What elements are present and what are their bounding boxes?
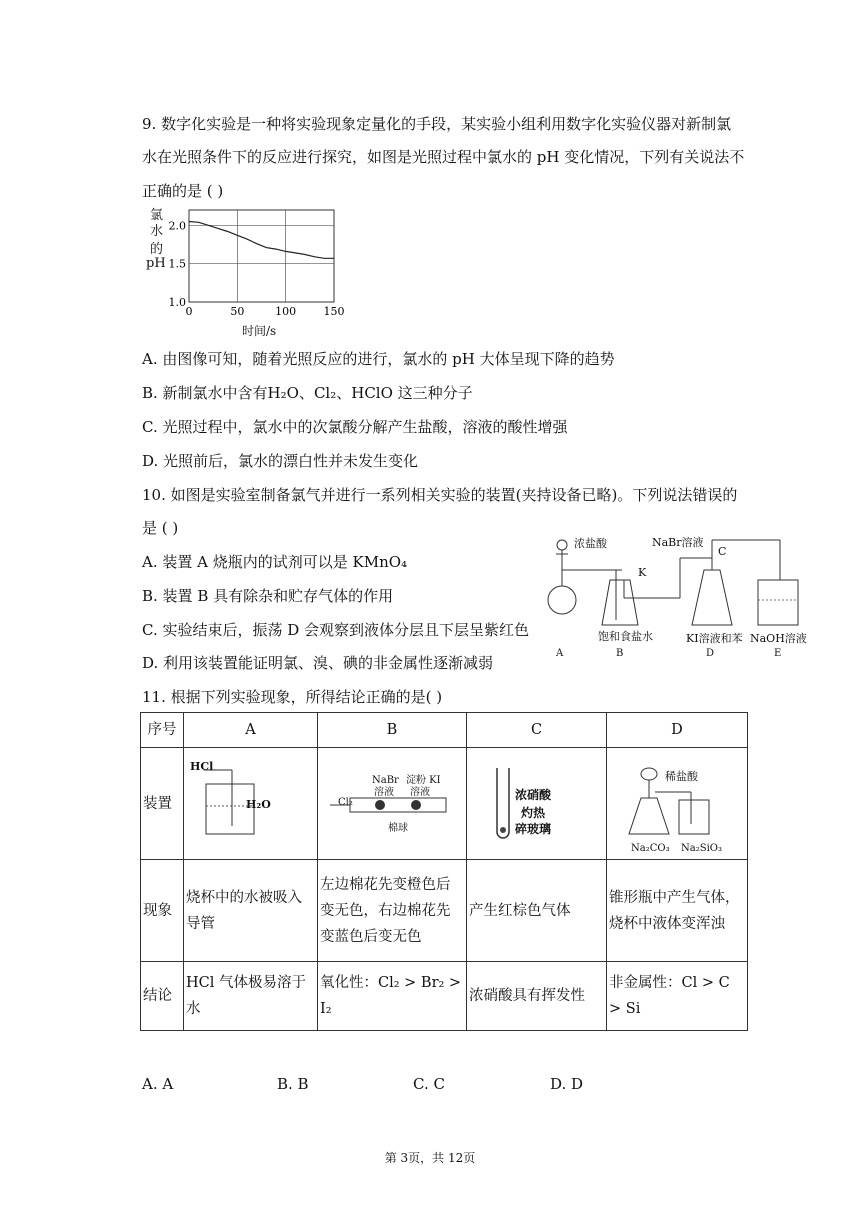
label-ki-benzene: KI溶液和苯 (686, 632, 743, 645)
label-b: B (616, 648, 624, 659)
concl-d: 非金属性：Cl > C > Si (607, 962, 748, 1031)
header-b: B (318, 713, 467, 748)
label-c: C (718, 545, 727, 558)
x-tick-label: 50 (230, 305, 245, 318)
q10-option-d: D. 利用该装置能证明氯、溴、碘的非金属性逐渐减弱 (142, 654, 494, 672)
row-label-phenomenon: 现象 (141, 860, 184, 962)
phen-b: 左边棉花先变橙色后变无色，右边棉花先变蓝色后变无色 (318, 860, 467, 962)
phen-d: 锥形瓶中产生气体，烧杯中液体变浑浊 (607, 860, 748, 962)
q9-stem-line1: 9. 数字化实验是一种将实验现象定量化的手段，某实验小组利用数字化实验仪器对新制氯 (142, 115, 732, 133)
ph-chart (142, 200, 352, 340)
c-heat-label: 灼热 (521, 805, 546, 820)
q11-answer-a: A. A (142, 1075, 174, 1093)
b-starch-label: 淀粉 KI (406, 774, 441, 786)
d-hcl-label: 稀盐酸 (665, 769, 698, 783)
label-e: E (774, 648, 782, 659)
header-c: C (467, 713, 607, 748)
b-nabr-label: NaBr (372, 774, 399, 786)
label-naoh: NaOH溶液 (750, 632, 807, 645)
q9-option-d: D. 光照前后，氯水的漂白性并未发生变化 (142, 452, 419, 470)
q10-stem-line2: 是 ( ) (142, 519, 179, 537)
q9-stem-line2: 水在光照条件下的反应进行探究，如图是光照过程中氯水的 pH 变化情况，下列有关说法不 (142, 148, 745, 166)
q9-stem-line3: 正确的是 ( ) (142, 182, 224, 200)
chart-ylabel-1: 氯 (150, 208, 164, 223)
label-d: D (706, 648, 715, 659)
ph-plot (142, 200, 352, 340)
x-tick-label: 0 (185, 305, 193, 318)
q11-answer-b: B. B (277, 1075, 309, 1093)
label-k: K (638, 566, 647, 579)
x-tick-label: 100 (275, 305, 297, 318)
b-cl2-label: Cl₂ (338, 796, 353, 808)
c-acid-label: 浓硝酸 (515, 787, 552, 802)
y-tick-label: 1.5 (168, 257, 186, 271)
q10-apparatus-figure (540, 530, 810, 665)
concl-c: 浓硝酸具有挥发性 (467, 962, 607, 1031)
d-na2co3-label: Na₂CO₃ (631, 842, 670, 854)
header-seq: 序号 (141, 713, 184, 748)
label-nabr: NaBr溶液 (652, 536, 704, 549)
b-sol2-label: 溶液 (410, 786, 430, 798)
q10-option-b: B. 装置 B 具有除杂和贮存气体的作用 (142, 587, 394, 605)
phen-c: 产生红棕色气体 (467, 860, 607, 962)
concl-b: 氧化性：Cl₂ > Br₂ > I₂ (318, 962, 467, 1031)
q10-option-a: A. 装置 A 烧瓶内的试剂可以是 KMnO₄ (142, 553, 408, 571)
label-saltwater: 饱和食盐水 (598, 630, 653, 643)
ph-series-line (189, 222, 334, 259)
header-d: D (607, 713, 748, 748)
q11-answer-d: D. D (550, 1075, 584, 1093)
q9-option-a: A. 由图像可知，随着光照反应的进行，氯水的 pH 大体呈现下降的趋势 (142, 350, 615, 368)
q10-stem-line1: 10. 如图是实验室制备氯气并进行一系列相关实验的装置(夹持设备已略)。下列说法错误的 (142, 486, 738, 504)
b-sol1-label: 溶液 (374, 786, 394, 798)
device-d-cell (607, 748, 748, 860)
d-na2sio3-label: Na₂SiO₃ (681, 842, 722, 854)
row-label-device: 装置 (141, 748, 184, 860)
header-a: A (184, 713, 318, 748)
chart-ylabel-2: 水 (150, 224, 164, 239)
a-h2o-label: H₂O (246, 797, 271, 811)
q10-option-c: C. 实验结束后，振荡 D 会观察到液体分层且下层呈紫红色 (142, 621, 530, 639)
label-conc-hcl: 浓盐酸 (574, 537, 607, 550)
device-b-cell (318, 748, 467, 860)
b-cotton-label: 棉球 (388, 822, 408, 834)
phen-a: 烧杯中的水被吸入导管 (184, 860, 318, 962)
row-label-conclusion: 结论 (141, 962, 184, 1031)
label-a: A (556, 648, 564, 659)
q11-stem: 11. 根据下列实验现象，所得结论正确的是( ) (142, 688, 443, 706)
chart-ylabel-4: pH (146, 256, 166, 271)
c-glass-label: 碎玻璃 (515, 821, 552, 836)
q9-option-c: C. 光照过程中，氯水中的次氯酸分解产生盐酸，溶液的酸性增强 (142, 418, 568, 436)
chart-ylabel-3: 的 (150, 242, 164, 257)
x-tick-label: 150 (323, 305, 345, 318)
concl-a: HCl 气体极易溶于水 (184, 962, 318, 1031)
y-tick-label: 2.0 (168, 219, 186, 233)
y-tick-label: 1.0 (168, 296, 186, 309)
device-c-cell (467, 748, 607, 860)
chart-xlabel: 时间/s (242, 324, 277, 338)
page-footer: 第 3页，共 12页 (384, 1151, 476, 1165)
q11-answer-c: C. C (413, 1075, 445, 1093)
a-hcl-label: HCl (190, 759, 214, 773)
q11-table (140, 712, 748, 1031)
device-a-cell (184, 748, 318, 860)
q9-option-b: B. 新制氯水中含有H₂O、Cl₂、HClO 这三种分子 (142, 384, 473, 402)
